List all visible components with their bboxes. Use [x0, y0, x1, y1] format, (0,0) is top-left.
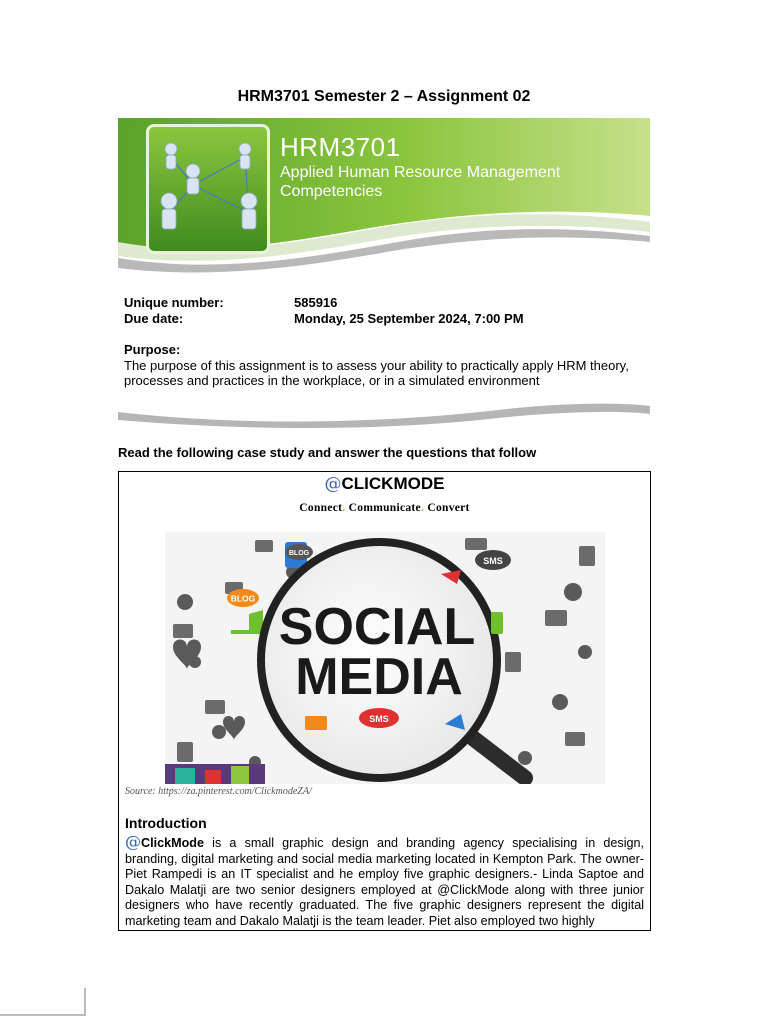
course-logo	[146, 124, 270, 254]
media-word: MEDIA	[295, 648, 463, 706]
due-date-label: Due date:	[124, 311, 184, 326]
case-study-instruction: Read the following case study and answer the questions that follow	[118, 445, 537, 460]
tagline-dot: .	[420, 502, 425, 514]
tagline-convert: Convert	[427, 502, 470, 514]
banner-subtitle-line2: Competencies	[280, 183, 383, 200]
document-title: HRM3701 Semester 2 – Assignment 02	[237, 88, 531, 105]
clickmode-brand	[119, 474, 650, 494]
unique-number-value: 585916	[294, 295, 338, 310]
banner-course-code: HRM3701	[280, 132, 401, 162]
course-banner	[118, 118, 650, 278]
intro-brand-name: ClickMode	[141, 836, 204, 850]
purpose-label: Purpose:	[124, 342, 181, 357]
tagline-connect: Connect	[299, 502, 343, 514]
tagline-dot: .	[342, 502, 346, 514]
brand-name: CLICKMODE	[341, 474, 445, 493]
introduction-heading: Introduction	[125, 815, 207, 831]
case-study-box	[118, 471, 651, 931]
sms-label: SMS	[483, 556, 503, 566]
unique-number-label: Unique number:	[124, 295, 224, 310]
network-people-icon	[149, 127, 267, 251]
intro-at-symbol: @	[125, 832, 141, 851]
introduction-paragraph	[125, 834, 644, 929]
tagline-communicate: Communicate	[348, 502, 421, 514]
blog-label: BLOG	[230, 593, 256, 604]
blog-label: BLOG	[288, 550, 310, 557]
page-corner-mark	[0, 988, 86, 1016]
sms-label: SMS	[369, 714, 389, 724]
banner-subtitle-line1: Applied Human Resource Management	[280, 164, 561, 181]
brand-at-symbol: @	[324, 474, 342, 494]
brand-tagline	[119, 502, 650, 514]
section-divider	[118, 396, 650, 430]
social-media-image	[165, 532, 605, 784]
purpose-text: The purpose of this assignment is to assess your ability to practically apply HRM theory, processes and practices in the workplace, or in a simulated environment	[124, 358, 629, 388]
phone-icon	[491, 612, 503, 634]
due-date-value: Monday, 25 September 2024, 7:00 PM	[294, 311, 524, 326]
intro-body-text: is a small graphic design and branding agency specialising in design, branding, digital marketing and social media marketing located in Kempton Park. The owner- Piet Rampedi is an IT specialist and he employ five graphic designers.- Linda Saptoe and Dakalo Malatji are two senior designers employed at @ClickMode along with three junior designers who have recently graduated. The five graphic designers represent the digital marketing team and Dakalo Malatji is the team leader. Piet also employed two highly	[125, 836, 644, 928]
lock-icon	[305, 716, 327, 730]
image-source-caption: Source: https://za.pinterest.com/ClickmodeZA/	[125, 786, 312, 797]
social-word: SOCIAL	[278, 598, 476, 656]
